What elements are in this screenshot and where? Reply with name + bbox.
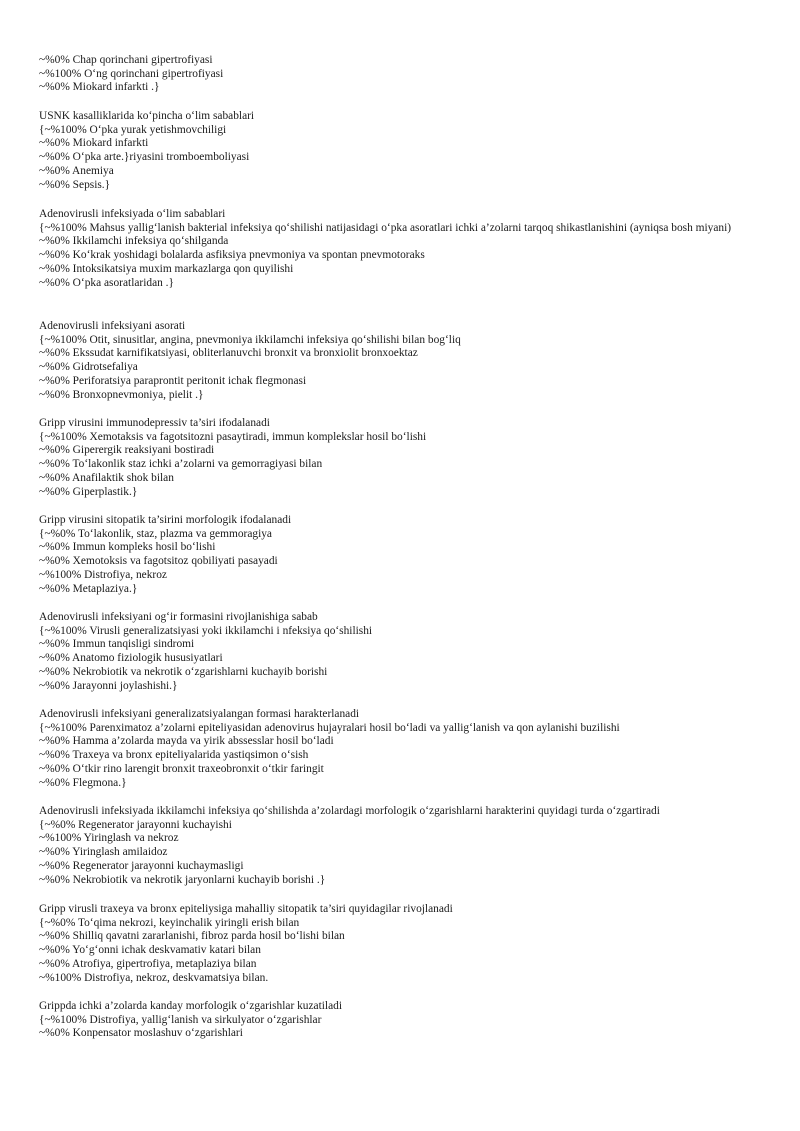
answer-option: {~%0% Regenerator jarayonni kuchayishi (39, 818, 232, 831)
question-block-8 (39, 708, 759, 790)
answer-option: {~%100% Distrofiya, yallig‘lanish va sirkulyator o‘zgarishlar (39, 1013, 322, 1026)
question-block-7 (39, 611, 759, 693)
answer-option: ~%0% Konpensator moslashuv o‘zgarishlari (39, 1027, 243, 1040)
answer-option: ~%0% Bronxopnevmoniya, pielit .} (39, 388, 204, 401)
answer-option: {~%100% Mahsus yallig‘lanish bakterial infeksiya qo‘shilishi natijasidagi o‘pka asoratlari ichki a’zolarni tarqoq shikastlanishini (ayniqsa bosh miyani) (39, 221, 732, 234)
answer-option: ~%0% Regenerator jarayonni kuchaymasligi (39, 859, 244, 872)
question-block-6 (39, 514, 759, 596)
answer-option: ~%0% Flegmona.} (39, 776, 127, 789)
question-text: Adenovirusli infeksiyani generalizatsiyalangan formasi harakterlanadi (39, 708, 360, 720)
question-block-9 (39, 805, 759, 887)
answer-option: ~%0% Anemiya (39, 164, 114, 177)
answer-option: ~%0% Jarayonni joylashishi.} (39, 679, 178, 692)
answer-option: ~%100% Distrofiya, nekroz (39, 568, 167, 581)
question-text: USNK kasalliklarida ko‘pincha o‘lim sabablari (39, 110, 255, 122)
answer-option: ~%0% Hamma a’zolarda mayda va yirik abssesslar hosil bo‘ladi (39, 735, 334, 748)
answer-option: ~%0% Chap qorinchani gipertrofiyasi (39, 54, 213, 66)
answer-option: ~%0% Immun tanqisligi sindromi (39, 638, 195, 651)
question-text: Gripp virusini immunodepressiv ta’siri ifodalanadi (39, 417, 270, 429)
answer-option: {~%100% Virusli generalizatsiyasi yoki ikkilamchi i nfeksiya qo‘shilishi (39, 624, 373, 637)
question-text: Adenovirusli infeksiyada o‘lim sabablari (39, 208, 226, 220)
answer-option: ~%0% Yiringlash amilaidoz (39, 846, 168, 859)
answer-option: ~%0% Nekrobiotik va nekrotik jaryonlarni kuchayib borishi .} (39, 873, 326, 886)
question-block-5 (39, 417, 759, 499)
answer-option: ~%100% Distrofiya, nekroz, deskvamatsiya bilan. (39, 971, 269, 984)
answer-option: {~%0% To‘lakonlik, staz, plazma va gemmoragiya (39, 527, 272, 540)
question-text: Adenovirusli infeksiyada ikkilamchi infeksiya qo‘shilishda a’zolardagi morfologik o‘zgarishlarni harakterini quyidagi turda o‘zgartiradi (39, 805, 660, 817)
answer-option: {~%100% Otit, sinusitlar, angina, pnevmoniya ikkilamchi infeksiya qo‘shilishi bilan bog‘liq (39, 333, 461, 346)
answer-option: ~%0% Giperplastik.} (39, 485, 138, 498)
answer-option: ~%0% Shilliq qavatni zararlanishi, fibroz parda hosil bo‘lishi bilan (39, 930, 345, 943)
answer-option: ~%0% Anafilaktik shok bilan (39, 471, 174, 484)
answer-option: ~%0% O‘pka asoratlaridan .} (39, 276, 174, 289)
answer-option: ~%0% O‘pka arte.}riyasini tromboemboliyasi (39, 151, 250, 164)
question-block-1 (39, 54, 759, 95)
answer-option: ~%0% To‘lakonlik staz ichki a’zolarni va gemorragiyasi bilan (39, 458, 323, 471)
answer-option: {~%100% O‘pka yurak yetishmovchiligi (39, 123, 227, 136)
answer-option: ~%0% Ko‘krak yoshidagi bolalarda asfiksiya pnevmoniya va spontan pnevmotoraks (39, 249, 425, 262)
answer-option: ~%0% Anatomo fiziologik hususiyatlari (39, 652, 223, 665)
answer-option: ~%0% Atrofiya, gipertrofiya, metaplaziya bilan (39, 957, 257, 970)
answer-option: ~%0% Giperergik reaksiyani bostiradi (39, 444, 215, 457)
answer-option: ~%0% Nekrobiotik va nekrotik o‘zgarishlarni kuchayib borishi (39, 665, 328, 678)
question-block-2 (39, 110, 759, 192)
question-block-10 (39, 903, 759, 985)
answer-option: ~%0% Metaplaziya.} (39, 582, 138, 595)
question-block-3 (39, 208, 759, 290)
question-block-11 (39, 1000, 759, 1041)
answer-option: ~%100% Yiringlash va nekroz (39, 832, 179, 845)
answer-option: ~%0% Immun kompleks hosil bo‘lishi (39, 541, 216, 554)
answer-option: {~%0% To‘qima nekrozi, keyinchalik yiringli erish bilan (39, 916, 300, 929)
answer-option: {~%100% Xemotaksis va fagotsitozni pasaytiradi, immun komplekslar hosil bo‘lishi (39, 430, 427, 443)
answer-option: ~%0% Ikkilamchi infeksiya qo‘shilganda (39, 235, 229, 248)
question-block-4 (39, 320, 759, 402)
answer-option: ~%0% Yo‘g‘onni ichak deskvamativ katari bilan (39, 944, 261, 957)
answer-option: ~%0% Xemotoksis va fagotsitoz qobiliyati pasayadi (39, 555, 278, 568)
question-text: Gripp virusli traxeya va bronx epiteliysiga mahalliy sitopatik ta’siri quyidagilar rivojlanadi (39, 903, 453, 915)
answer-option: ~%0% Traxeya va bronx epiteliyalarida yastiqsimon o‘sish (39, 749, 309, 762)
question-text: Grippda ichki a’zolarda kanday morfologik o‘zgarishlar kuzatiladi (39, 1000, 343, 1012)
answer-option: ~%0% Miokard infarkti .} (39, 81, 160, 94)
question-text: Gripp virusini sitopatik ta’sirini morfologik ifodalanadi (39, 514, 292, 526)
answer-option: ~%0% Ekssudat karnifikatsiyasi, obliterlanuvchi bronxit va bronxiolit bronxoektaz (39, 347, 418, 360)
answer-option: ~%0% O‘tkir rino larengit bronxit traxeobronxit o‘tkir faringit (39, 762, 324, 775)
answer-option: ~%0% Periforatsiya paraprontit peritonit ichak flegmonasi (39, 374, 307, 387)
answer-option: ~%0% Intoksikatsiya muxim markazlarga qon quyilishi (39, 262, 294, 275)
answer-option: ~%100% O‘ng qorinchani gipertrofiyasi (39, 67, 224, 80)
answer-option: ~%0% Miokard infarkti (39, 137, 149, 150)
question-text: Adenovirusli infeksiyani og‘ir formasini rivojlanishiga sabab (39, 611, 318, 623)
answer-option: ~%0% Gidrotsefaliya (39, 361, 138, 374)
answer-option: {~%100% Parenximatoz a’zolarni epiteliyasidan adenovirus hujayralari hosil bo‘ladi va yallig‘lanish va qon aylanishi buzilishi (39, 721, 620, 734)
answer-option: ~%0% Sepsis.} (39, 178, 111, 191)
question-text: Adenovirusli infeksiyani asorati (39, 320, 186, 332)
